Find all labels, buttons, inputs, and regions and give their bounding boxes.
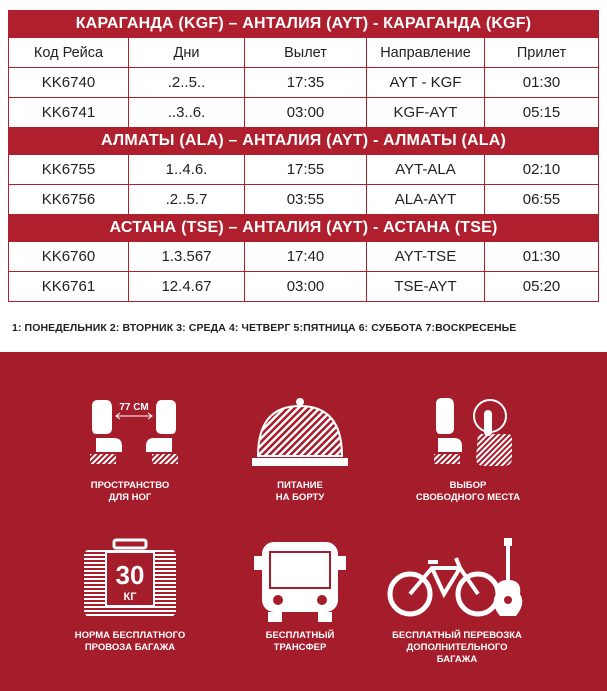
route-header-row [9, 128, 599, 155]
bicycle-guitar-icon [382, 538, 532, 624]
flight-code: KK6761 [9, 272, 129, 302]
flight-days: 12.4.67 [129, 272, 245, 302]
direction: TSE-AYT [367, 272, 485, 302]
baggage-weight: 30 [115, 560, 145, 590]
feature-meal-caption-2: НА БОРТУ [275, 492, 325, 503]
suitcase-icon [70, 538, 190, 624]
route-title: АСТАНА (TSE) – АНТАЛИЯ (AYT) - АСТАНА (TSE) [9, 215, 599, 242]
flight-row [9, 68, 599, 98]
flight-days: 1..4.6. [129, 155, 245, 185]
baggage-unit: КГ [123, 591, 137, 603]
column-header: Прилет [485, 38, 599, 68]
feature-extra-caption-1: БЕСПЛАТНЫЙ ПЕРЕВОЗКА [392, 630, 522, 641]
arrival-time: 01:30 [485, 242, 599, 272]
feature-baggage-caption-1: НОРМА БЕСПЛАТНОГО [74, 630, 186, 641]
flight-code: KK6755 [9, 155, 129, 185]
column-header: Вылет [245, 38, 367, 68]
flight-row [9, 155, 599, 185]
weekday-legend: 1: ПОНЕДЕЛЬНИК 2: ВТОРНИК 3: СРЕДА 4: ЧЕТВЕРГ 5:ПЯТНИЦА 6: СУББОТА 7:ВОСКРЕСЕНЬЕ [12, 322, 517, 334]
direction: AYT-TSE [367, 242, 485, 272]
flight-days: .2..5.7 [129, 185, 245, 215]
feature-seat [378, 394, 558, 504]
feature-meal-caption-1: ПИТАНИЕ [277, 480, 323, 491]
flight-code: KK6760 [9, 242, 129, 272]
direction: AYT-ALA [367, 155, 485, 185]
feature-seat-caption-2: СВОБОДНОГО МЕСТА [415, 492, 521, 503]
direction: ALA-AYT [367, 185, 485, 215]
flight-days: 1.3.567 [129, 242, 245, 272]
route-header-row [9, 11, 599, 38]
departure-time: 03:55 [245, 185, 367, 215]
arrival-time: 06:55 [485, 185, 599, 215]
departure-time: 17:40 [245, 242, 367, 272]
feature-extra-caption-3: БАГАЖА [436, 654, 478, 665]
column-header-row [9, 38, 599, 68]
flight-row [9, 242, 599, 272]
feature-legroom-caption-1: ПРОСТРАНСТВО [90, 480, 170, 491]
flight-code: KK6741 [9, 98, 129, 128]
column-header: Направление [367, 38, 485, 68]
flight-days: .2..5.. [129, 68, 245, 98]
feature-meal [210, 394, 390, 504]
route-title: КАРАГАНДА (KGF) – АНТАЛИЯ (AYT) - КАРАГАНДА (KGF) [9, 11, 599, 38]
flight-row [9, 185, 599, 215]
schedule-frame [8, 10, 598, 345]
feature-transfer-caption-1: БЕСПЛАТНЫЙ [265, 630, 335, 641]
seat-select-icon [408, 394, 528, 474]
seat-legroom-icon [70, 394, 190, 474]
feature-seat-caption-1: ВЫБОР [449, 480, 487, 491]
flight-code: KK6756 [9, 185, 129, 215]
feature-baggage-caption-2: ПРОВОЗА БАГАЖА [84, 642, 176, 653]
bus-icon [240, 538, 360, 624]
features-panel [0, 352, 607, 691]
flight-days: ..3..6. [129, 98, 245, 128]
feature-extra-caption-2: ДОПОЛНИТЕЛЬНОГО [406, 642, 508, 653]
arrival-time: 02:10 [485, 155, 599, 185]
column-header: Дни [129, 38, 245, 68]
departure-time: 03:00 [245, 98, 367, 128]
flight-row [9, 98, 599, 128]
legroom-measure: 77 см [119, 402, 149, 413]
arrival-time: 05:20 [485, 272, 599, 302]
feature-extra-baggage [362, 538, 552, 666]
feature-transfer-caption-2: ТРАНСФЕР [273, 642, 327, 653]
flight-schedule-table [8, 10, 599, 302]
cloche-icon [240, 394, 360, 474]
direction: AYT - KGF [367, 68, 485, 98]
route-header-row [9, 215, 599, 242]
departure-time: 17:35 [245, 68, 367, 98]
flight-row [9, 272, 599, 302]
route-title: АЛМАТЫ (ALA) – АНТАЛИЯ (AYT) - АЛМАТЫ (ALA) [9, 128, 599, 155]
departure-time: 17:55 [245, 155, 367, 185]
feature-baggage [40, 538, 220, 654]
feature-legroom [40, 394, 220, 504]
column-header: Код Рейса [9, 38, 129, 68]
arrival-time: 01:30 [485, 68, 599, 98]
departure-time: 03:00 [245, 272, 367, 302]
flight-code: KK6740 [9, 68, 129, 98]
direction: KGF-AYT [367, 98, 485, 128]
feature-legroom-caption-2: ДЛЯ НОГ [108, 492, 152, 503]
arrival-time: 05:15 [485, 98, 599, 128]
